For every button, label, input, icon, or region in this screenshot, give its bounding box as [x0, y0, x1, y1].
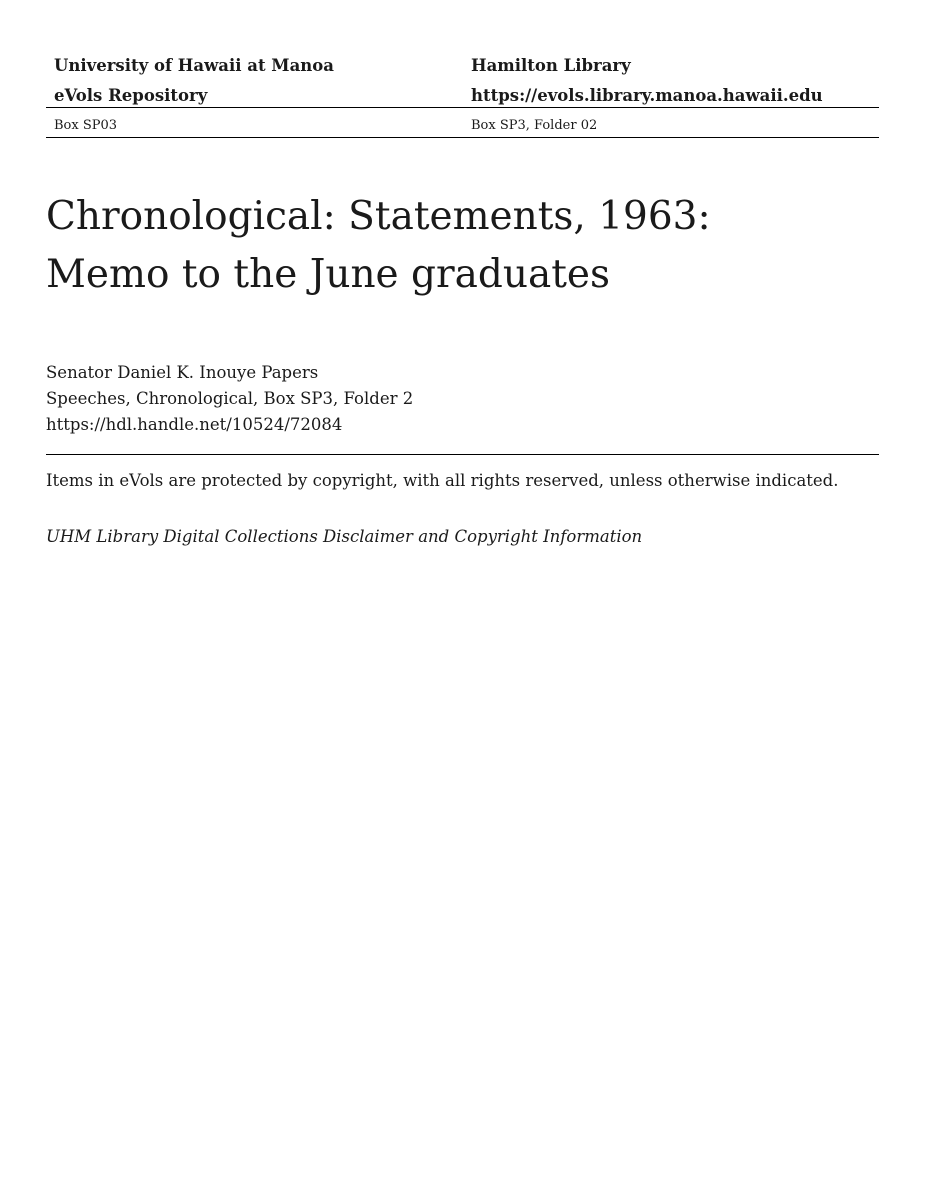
series-info: Speeches, Chronological, Box SP3, Folder 2: [46, 389, 414, 408]
disclaimer-link[interactable]: UHM Library Digital Collections Disclaimer and Copyright Information: [46, 527, 643, 546]
repository-name: eVols Repository: [54, 86, 208, 105]
library-name: Hamilton Library: [471, 56, 631, 75]
title-line-1: Chronological: Statements, 1963:: [46, 194, 711, 239]
box-folder-label: Box SP3, Folder 02: [471, 118, 598, 133]
metadata-divider: [46, 454, 879, 455]
item-metadata: [46, 360, 413, 438]
repository-url-link[interactable]: https://evols.library.manoa.hawaii.edu: [471, 86, 823, 105]
collection-name: Senator Daniel K. Inouye Papers: [46, 363, 319, 382]
header-divider-top: [46, 107, 879, 108]
title-line-2: Memo to the June graduates: [46, 252, 610, 297]
institution-name: University of Hawaii at Manoa: [54, 56, 334, 75]
header-row-1: [46, 52, 879, 82]
header-grid: [46, 52, 879, 112]
handle-link[interactable]: https://hdl.handle.net/10524/72084: [46, 415, 343, 434]
rights-statement: Items in eVols are protected by copyright, with all rights reserved, unless otherwise indicated.: [46, 471, 839, 490]
header-divider-bottom: [46, 137, 879, 138]
page-title: [46, 188, 879, 304]
box-label: Box SP03: [54, 118, 118, 133]
